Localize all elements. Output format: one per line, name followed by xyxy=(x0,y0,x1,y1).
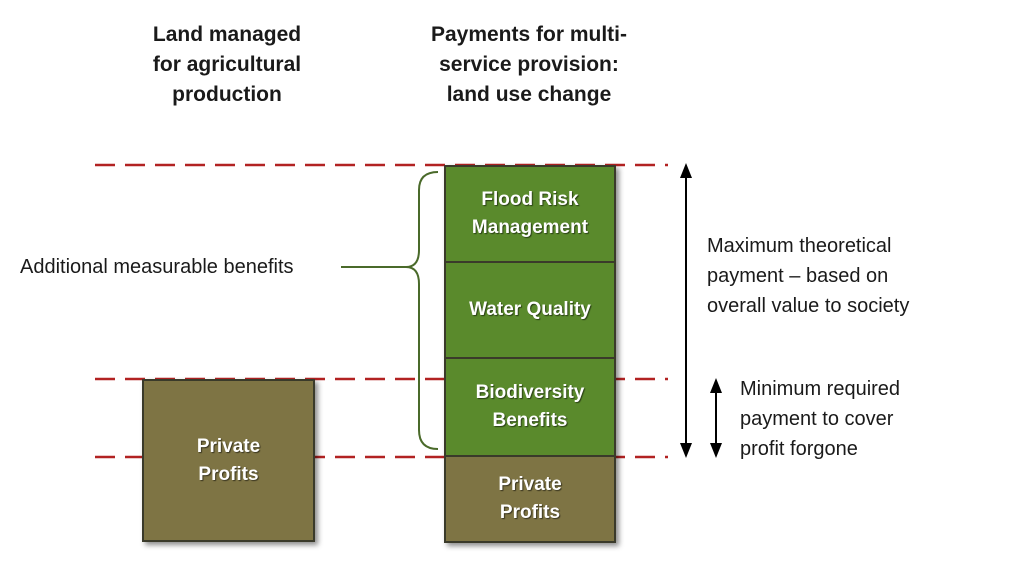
additional-benefits-brace xyxy=(406,172,438,449)
left-private-profits-block: Private Profits xyxy=(142,379,315,542)
maximum-payment-label: Maximum theoretical payment – based on overall value to society xyxy=(707,235,910,317)
minimum-payment-arrow xyxy=(710,378,722,458)
additional-benefits-label: Additional measurable benefits xyxy=(20,256,294,278)
maximum-payment-arrow xyxy=(680,163,692,458)
left-column-heading: Land managed for agricultural production xyxy=(152,23,302,106)
minimum-payment-label: Minimum required payment to cover profit forgone xyxy=(740,378,901,460)
biodiversity-benefits-block: Biodiversity Benefits xyxy=(444,357,616,457)
right-private-profits-block: Private Profits xyxy=(444,455,616,543)
water-quality-block: Water Quality xyxy=(444,261,616,359)
right-column-heading: Payments for multi- service provision: land use change xyxy=(430,23,628,106)
right-column-stack xyxy=(444,165,616,543)
flood-risk-management-block: Flood Risk Management xyxy=(444,165,616,263)
